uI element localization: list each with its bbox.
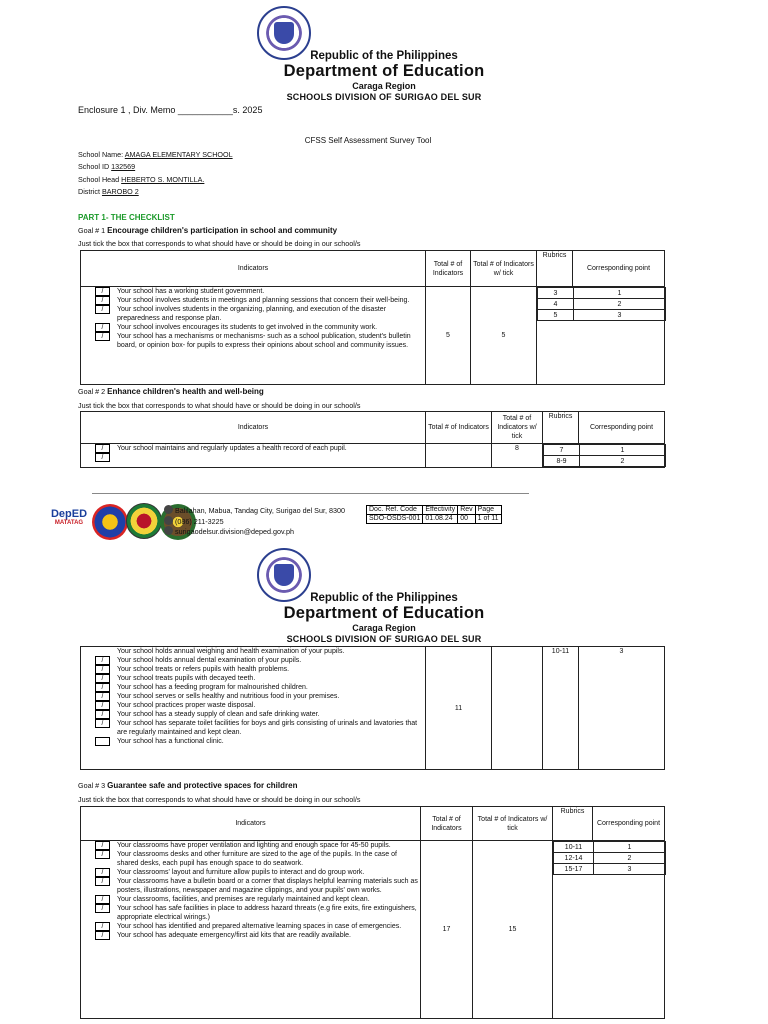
goal2-table: Indicators Total # of Indicators Total # of Indicators w/ tick Rubrics Corresponding point / Your school maintains and regularly updates a health record of each pupil. / 8 7 1 8-9 2 (80, 411, 665, 468)
list-item: / Your school involves students in meetings and planning sessions that concern their well-being. (83, 296, 425, 305)
col-total-tick: Total # of Indicators w/ tick (471, 251, 537, 287)
part1-heading: PART 1- THE CHECKLIST (78, 213, 175, 222)
goal2-total-tick: 8 (492, 444, 543, 468)
checkbox[interactable]: / (95, 305, 110, 314)
tool-title: CFSS Self Assessment Survey Tool (304, 136, 432, 145)
location-icon (164, 505, 173, 514)
col-rubrics: Rubrics (537, 251, 573, 287)
goal2-heading: Goal # 2 Enhance children's health and well-being (78, 387, 264, 396)
list-item: / Your school holds annual dental examination of your pupils. (83, 656, 425, 665)
list-item: Your school has a functional clinic. (83, 737, 425, 746)
checkbox[interactable]: / (95, 296, 110, 305)
checkbox[interactable]: / (95, 895, 110, 904)
goal3-rubric-table: 10-11 1 12-14 2 15-17 3 (553, 841, 666, 875)
list-item: / Your classrooms have proper ventilation and lighting and enough space for 45-50 pupils. (83, 841, 420, 850)
checkbox[interactable]: / (95, 674, 110, 683)
list-item: / Your school treats pupils with decayed teeth. (83, 674, 425, 683)
region-heading: Caraga Region (352, 81, 416, 91)
list-item: / Your school has a mechanisms or mechanisms- such as a school publication, student's bulletin board, or opinion box- for pupils to express their opinions about school and community issues. (83, 332, 425, 350)
checkbox[interactable]: / (95, 453, 110, 462)
list-item: / Your school maintains and regularly updates a health record of each pupil. (83, 444, 425, 453)
checkbox[interactable]: / (95, 841, 110, 850)
checkbox[interactable]: / (95, 868, 110, 877)
goal3-total-tick: 15 (473, 841, 553, 1019)
division-heading: SCHOOLS DIVISION OF SURIGAO DEL SUR (286, 634, 482, 644)
region-heading: Caraga Region (352, 623, 416, 633)
goal1-table (80, 250, 665, 385)
goal3-heading: Goal # 3 Guarantee safe and protective spaces for children (78, 781, 298, 790)
goal3-table: Indicators Total # of Indicators Total # of Indicators w/ tick Rubrics Corresponding point / Your classrooms have proper ventilation and lighting and enough space for 45-50 pupils. / Your classrooms desks and other furniture are sized to the age of the pupils. In the case of shared desks, each pupil has enough space to do seatwork. / Your classrooms' layout and furniture allow pupils to interact and do group work. / Your classrooms have a bulletin board or a corner that displays helpful learning materials such as posters, illustrations, newspaper and magazine clippings, and your pupils' own works. / Your classrooms, facilities, and premises are regularly maintained and kept clean. / Your school has safe facilities in place to address hazard threats (e.g fire exits, fire extinguishers, appropriate electrical wirings.) / Your school has identified and prepared alternative learning spaces in case of emergencies. / Your school has adequate emergency/first aid kits that are readily available. 17 15 10-11 1 12-14 2 15-17 3 (80, 806, 665, 1019)
col-total: Total # of Indicators (426, 251, 471, 287)
goal1-instruction: Just tick the box that corresponds to what should have or should be doing in our school/s (78, 239, 361, 248)
checkbox[interactable] (95, 737, 110, 746)
deped-matatag-logo: DepED MATATAG (50, 508, 88, 526)
checkbox[interactable]: / (95, 287, 110, 296)
goal3-instruction: Just tick the box that corresponds to what should have or should be doing in our school/s (78, 795, 361, 804)
list-item: / Your school has safe facilities in place to address hazard threats (e.g fire exits, fire extinguishers, appropriate electrical wirings.) (83, 904, 420, 922)
republic-heading: Republic of the Philippines (310, 50, 458, 62)
district-line: District BAROBO 2 (78, 187, 139, 196)
enclosure-line: Enclosure 1 , Div. Memo ___________s. 2025 (78, 105, 263, 115)
checkbox[interactable]: / (95, 692, 110, 701)
goal1-indicator-list (81, 287, 426, 385)
list-item: / Your classrooms desks and other furniture are sized to the age of the pupils. In the case of shared desks, each pupil has enough space to do seatwork. (83, 850, 420, 868)
list-item: / Your school has a working student government. (83, 287, 425, 296)
school-head-line: School Head HEBERTO S. MONTILLA. (78, 175, 205, 184)
checkbox[interactable]: / (95, 877, 110, 886)
checkbox[interactable]: / (95, 719, 110, 728)
list-item: / Your classrooms have a bulletin board or a corner that displays helpful learning materials such as posters, illustrations, newspaper and magazine clippings, and your pupils' own works. (83, 877, 420, 895)
division-seal-logo (126, 503, 162, 539)
goal3-total: 17 (421, 841, 473, 1019)
email-icon (164, 526, 173, 535)
division-heading: SCHOOLS DIVISION OF SURIGAO DEL SUR (286, 92, 482, 102)
list-item: / Your school has adequate emergency/first aid kits that are readily available. (83, 931, 420, 940)
list-item: / Your school practices proper waste disposal. (83, 701, 425, 710)
checkbox[interactable]: / (95, 904, 110, 913)
checkbox[interactable]: / (95, 332, 110, 341)
checkbox[interactable]: / (95, 710, 110, 719)
goal1-rubric-table: 3 1 4 2 5 3 (537, 287, 666, 321)
phone-line: (086) 211-3225 (164, 516, 224, 526)
goal2-instruction: Just tick the box that corresponds to what should have or should be doing in our school/s (78, 401, 361, 410)
col-points: Corresponding point (573, 251, 665, 287)
checkbox[interactable]: / (95, 683, 110, 692)
list-item: / Your classrooms' layout and furniture allow pupils to interact and do group work. (83, 868, 420, 877)
checkbox[interactable]: / (95, 656, 110, 665)
list-item: / Your school treats or refers pupils with health problems. (83, 665, 425, 674)
list-item: / Your school involves students in the organizing, planning, and execution of the disaster preparedness and response plan. (83, 305, 425, 323)
list-item: / Your school has separate toilet facilities for boys and girls consisting of urinals and lavatories that are regularly maintained and kept clean. (83, 719, 425, 737)
list-item: / Your school has a feeding program for malnourished children. (83, 683, 425, 692)
goal1-total: 5 (426, 287, 471, 385)
footer-divider (92, 493, 529, 494)
list-item: / Your school serves or sells healthy and nutritious food in your premises. (83, 692, 425, 701)
goal2-rubric-table: 7 1 8-9 2 (543, 444, 666, 467)
department-heading: Department of Education (283, 604, 485, 622)
list-item: / Your school has identified and prepared alternative learning spaces in case of emergencies. (83, 922, 420, 931)
republic-heading: Republic of the Philippines (310, 592, 458, 604)
checkbox[interactable]: / (95, 323, 110, 332)
school-id-line: School ID 132569 (78, 162, 136, 171)
list-item: Your school holds annual weighing and health examination of your pupils. (117, 648, 345, 655)
department-heading: Department of Education (283, 62, 485, 80)
checkbox[interactable]: / (95, 665, 110, 674)
doc-ref-table: Doc. Ref. Code Effectivity Rev Page SDO-OSDS-001 01.08.24 00 1 of 11 (366, 505, 502, 524)
col-indicators: Indicators (81, 251, 426, 287)
goal1-heading: Goal # 1 Encourage children's participation in school and community (78, 226, 338, 235)
school-name-line: School Name: AMAGA ELEMENTARY SCHOOL (78, 150, 233, 159)
checkbox[interactable]: / (95, 931, 110, 940)
bagong-pilipinas-logo (92, 504, 128, 540)
list-item: / Your school has a steady supply of clean and safe drinking water. (83, 710, 425, 719)
list-item: / Your classrooms, facilities, and premises are regularly maintained and kept clean. (83, 895, 420, 904)
phone-icon (164, 516, 173, 525)
checkbox[interactable]: / (95, 922, 110, 931)
email-line: surigaodelsur.division@deped.gov.ph (164, 526, 294, 536)
checkbox[interactable]: / (95, 701, 110, 710)
address-line: Balilahan, Mabua, Tandag City, Surigao del Sur, 8300 (164, 505, 345, 515)
checkbox[interactable]: / (95, 444, 110, 453)
list-item: / Your school involves encourages its students to get involved in the community work. (83, 323, 425, 332)
goal2-total: 11 (426, 647, 492, 770)
goal1-total-tick: 5 (471, 287, 537, 385)
goal2-continued-table: Your school holds annual weighing and health examination of your pupils. / Your school holds annual dental examination of your pupils. / Your school treats or refers pupils with health problems. / Your school treats pupils with decayed teeth. / Your school has a feeding program for malnourished children. / Your school serves or sells healthy and nutritious food in your premises. / Your school practices proper waste disposal. / Your school has a steady supply of clean and safe drinking water. / Your school has separate toilet facilities for boys and girls consisting of urinals and lavatories that are regularly maintained and kept clean. Your school has a functional clinic. 11 10-11 3 (80, 646, 665, 770)
checkbox[interactable]: / (95, 850, 110, 859)
